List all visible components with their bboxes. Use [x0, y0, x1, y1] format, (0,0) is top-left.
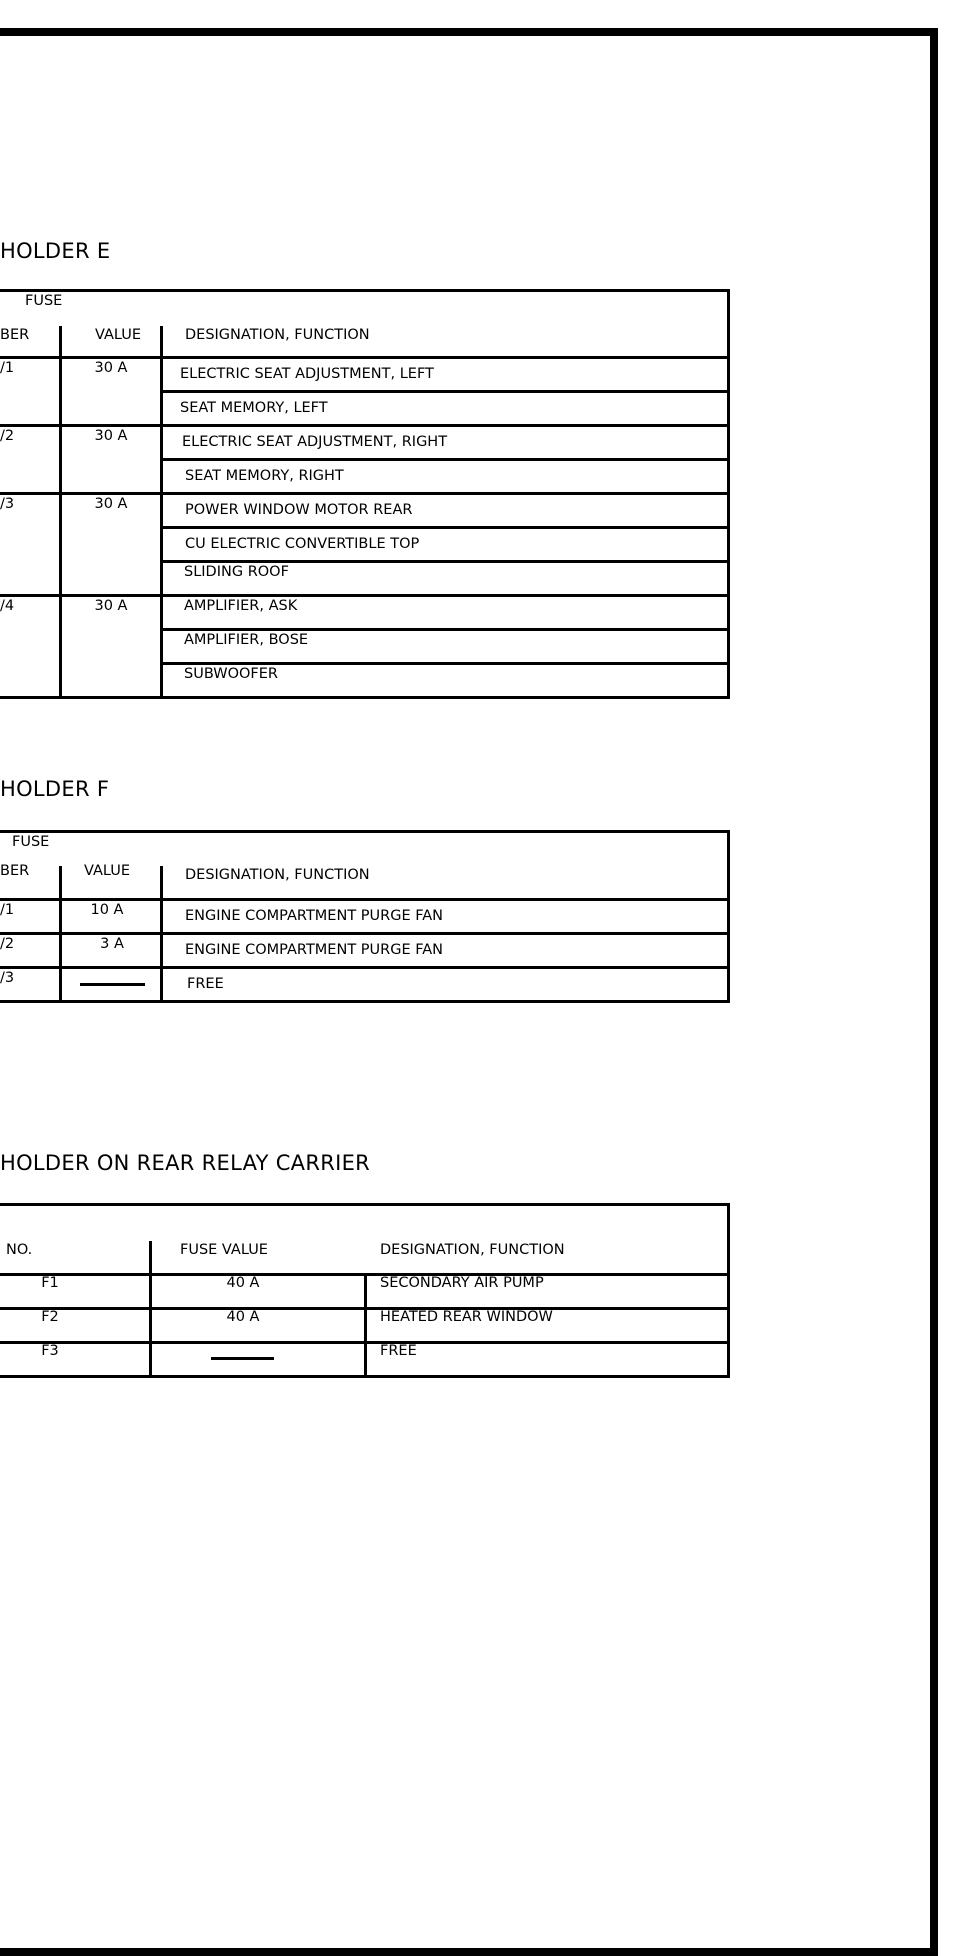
header-no: NO. [6, 1242, 33, 1258]
table-rule [0, 289, 730, 292]
fuse-number: F3 [41, 1343, 59, 1359]
fuse-number: F1 [41, 1275, 59, 1291]
fuse-value: 40 A [226, 1275, 260, 1291]
header-number: BER [0, 863, 30, 879]
table-rule [364, 1273, 367, 1378]
fuse-function: CU ELECTRIC CONVERTIBLE TOP [185, 536, 420, 552]
fuse-number: /1 [0, 902, 15, 918]
fuse-number: /2 [0, 428, 15, 444]
fuse-number: /2 [0, 936, 15, 952]
header-value: VALUE [95, 327, 142, 343]
table-rule [0, 594, 730, 597]
fuse-function: ELECTRIC SEAT ADJUSTMENT, LEFT [180, 366, 434, 382]
empty-value-dash [211, 1357, 274, 1360]
table-rule [0, 932, 730, 935]
page-frame [0, 28, 938, 1956]
holder-e-title: HOLDER E [0, 239, 111, 263]
fuse-value: 40 A [226, 1309, 260, 1325]
table-rule [727, 289, 730, 699]
fuse-function: SUBWOOFER [184, 666, 278, 682]
header-designation: DESIGNATION, FUNCTION [380, 1242, 565, 1258]
table-rule [59, 326, 62, 699]
table-rule [0, 830, 730, 833]
table-rule [0, 1203, 730, 1206]
table-rule [161, 526, 730, 529]
fuse-value: 30 A [94, 360, 128, 376]
fuse-function: ELECTRIC SEAT ADJUSTMENT, RIGHT [182, 434, 448, 450]
fuse-function: FREE [187, 976, 224, 992]
table-rule [160, 866, 163, 1003]
fuse-function: AMPLIFIER, ASK [184, 598, 298, 614]
header-value: VALUE [84, 863, 131, 879]
table-rule [161, 560, 730, 563]
fuse-function: SEAT MEMORY, LEFT [180, 400, 328, 416]
fuse-number: /3 [0, 970, 15, 986]
header-fuse: FUSE [25, 293, 63, 309]
table-rule [160, 326, 163, 699]
header-fuse-value: FUSE VALUE [180, 1242, 268, 1258]
table-rule [727, 1203, 730, 1378]
table-rule [0, 696, 730, 699]
empty-value-dash [80, 983, 145, 986]
table-rule [161, 628, 730, 631]
table-rule [161, 662, 730, 665]
fuse-value: 30 A [94, 496, 128, 512]
fuse-function: ENGINE COMPARTMENT PURGE FAN [185, 908, 443, 924]
table-rule [727, 830, 730, 1003]
fuse-function: POWER WINDOW MOTOR REAR [185, 502, 413, 518]
fuse-function: HEATED REAR WINDOW [380, 1309, 553, 1325]
fuse-function: AMPLIFIER, BOSE [184, 632, 309, 648]
header-designation: DESIGNATION, FUNCTION [185, 327, 370, 343]
fuse-function: ENGINE COMPARTMENT PURGE FAN [185, 942, 443, 958]
holder-rear-title: HOLDER ON REAR RELAY CARRIER [0, 1151, 371, 1175]
table-rule [161, 390, 730, 393]
fuse-function: FREE [380, 1343, 417, 1359]
fuse-value: 30 A [94, 428, 128, 444]
fuse-function: SECONDARY AIR PUMP [380, 1275, 544, 1291]
header-number: BER [0, 327, 30, 343]
fuse-function: SLIDING ROOF [184, 564, 289, 580]
fuse-value: 3 A [100, 936, 124, 952]
holder-f-title: HOLDER F [0, 777, 110, 801]
table-rule [0, 966, 730, 969]
fuse-number: /3 [0, 496, 15, 512]
fuse-value: 30 A [94, 598, 128, 614]
fuse-number: F2 [41, 1309, 59, 1325]
table-rule [0, 424, 730, 427]
fuse-function: SEAT MEMORY, RIGHT [185, 468, 344, 484]
table-rule [161, 458, 730, 461]
header-fuse: FUSE [12, 834, 50, 850]
table-rule [0, 356, 730, 359]
table-rule [0, 1000, 730, 1003]
fuse-number: /4 [0, 598, 15, 614]
table-rule [0, 898, 730, 901]
fuse-value: 10 A [90, 902, 124, 918]
fuse-number: /1 [0, 360, 15, 376]
table-rule [59, 866, 62, 1003]
header-designation: DESIGNATION, FUNCTION [185, 867, 370, 883]
table-rule [0, 492, 730, 495]
